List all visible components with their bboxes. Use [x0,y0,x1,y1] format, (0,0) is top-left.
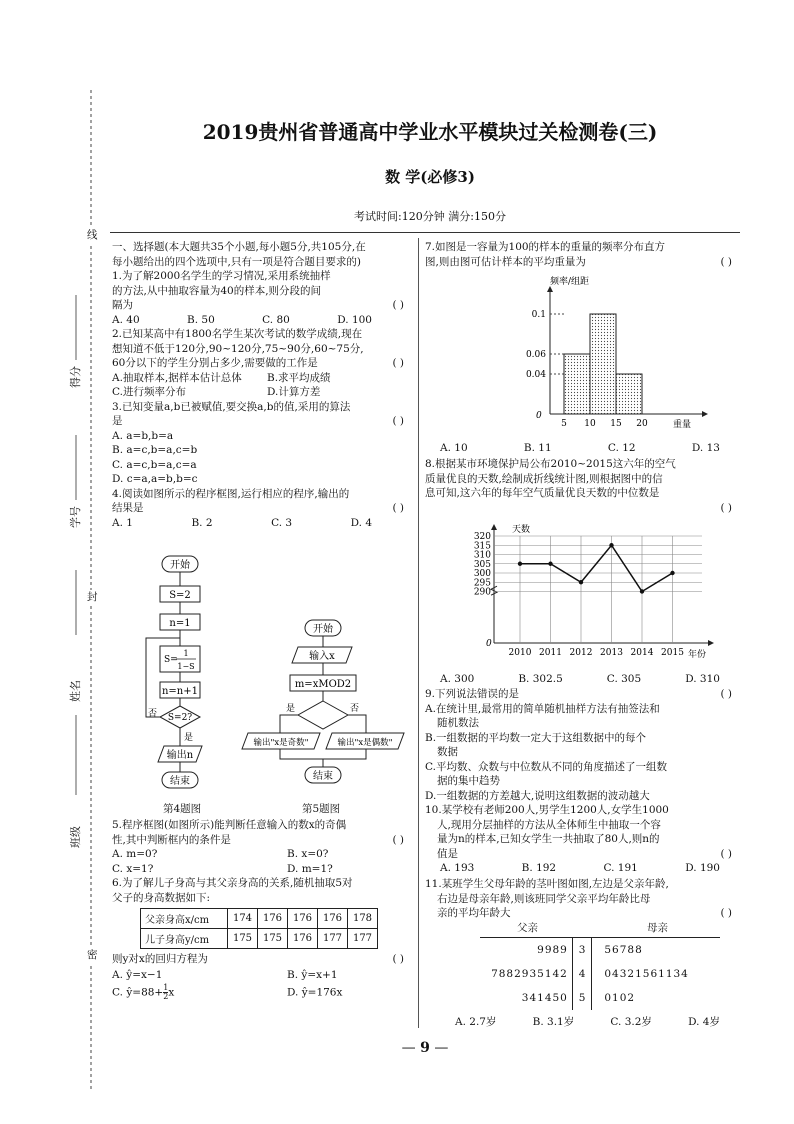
fc4-update-s-num: 1 [183,649,189,658]
fc5-caption: 第5题图 [302,803,341,815]
q11-option-c[interactable]: C. 3.2岁 [610,1016,652,1028]
fc5-decision-diamond [298,701,348,729]
fc4-increment-text: n=n+1 [161,686,199,697]
q4-answer-paren[interactable]: ( ) [392,502,404,514]
q8-options [440,672,720,687]
q11-options [455,1015,720,1030]
q1-option-b[interactable]: B. 50 [187,313,215,326]
line-chart-x-tick-label: 2014 [630,648,654,658]
q6-option-a[interactable]: A. ŷ=x−1 [112,968,163,981]
q11-line2: 右边是母亲年龄,则该班同学父亲平均年龄比母 [437,892,651,905]
fc4-init-n-text: n=1 [169,618,191,629]
stem-leaf-right: 04321561134 [604,968,689,980]
q9-option-c[interactable]: C.平均数、众数与中位数从不同的角度描述了一组数 [425,760,667,773]
line-chart-x-tick-label: 2015 [661,648,684,658]
table-row [141,909,378,929]
q1-line1: 1.为了解2000名学生的学习情况,采用系统抽样 [112,270,331,282]
q8-line3: 息可知,这六年的每年空气质量优良天数的中位数是 [425,487,660,499]
q11-line3: 亲的平均年龄大 [437,907,511,919]
line-chart-point [640,589,644,593]
histogram-ylabel: 频率/组距 [550,277,590,287]
q3-option-a[interactable]: A. a=b,b=a [112,429,174,442]
histogram-y-tick-label: 0.06 [525,350,546,360]
q9-line1: 9.下列说法错误的是 [425,688,520,700]
table-cell: 177 [348,929,378,949]
q9-answer-paren[interactable]: ( ) [720,688,732,700]
table-row [480,962,720,986]
fc5-yes-label: 是 [286,704,296,714]
line-chart-y-tick-label: 305 [473,559,491,570]
line-chart-x-tick-label: 2010 [508,648,532,658]
histogram-x-tick-label: 15 [610,419,622,429]
page-number-footer: — 9 — [401,1040,449,1056]
q9-option-a-cont: 随机数法 [437,717,479,729]
q9-option-b[interactable]: B.一组数据的平均数一定大于这组数据中的每个 [425,731,647,744]
line-chart-origin-label: 0 [486,639,492,649]
stem-leaf-stem: 3 [572,938,593,962]
q6-option-c-den: 2 [163,991,169,1001]
question-7 [425,240,740,269]
table-cell: 176 [258,909,288,929]
histogram-origin-label: 0 [536,411,542,421]
histogram-x-tick-label: 10 [584,419,596,429]
q1-option-d[interactable]: D. 100 [337,313,372,326]
margin-line-char: 线 [87,229,98,241]
q9-option-d[interactable]: D.一组数据的方差越大,说明这组数据的波动越大 [425,789,650,802]
q10-line3: 量为n的样本,已知女学生一共抽取了80人,则n的 [437,833,660,845]
left-column [112,240,412,530]
line-chart-y-tick-label: 290 [473,587,491,598]
question-5 [112,818,412,876]
table-cell: 174 [228,909,258,929]
margin-seal-char: 封 [87,591,98,603]
father-label: 父亲 [517,922,538,934]
mother-label: 母亲 [647,922,668,934]
fc5-start-text: 开始 [313,624,333,635]
q6-option-c-suffix: x [168,986,175,998]
line-chart-y-tick-label: 295 [473,578,491,589]
q11-line1: 11.某班学生父母年龄的茎叶图如图,左边是父亲年龄, [425,878,669,890]
q6-option-d[interactable]: D. ŷ=176x [287,986,343,998]
stem-leaf-stem: 4 [572,962,593,986]
q3-option-b[interactable]: B. a=c,b=a,c=b [112,444,198,456]
table-row [141,929,378,949]
q2-line1: 2.已知某高中有1800名学生某次考试的数学成绩,现在 [112,328,363,340]
histogram-chart [510,268,710,440]
q11-option-b[interactable]: B. 3.1岁 [532,1016,575,1028]
exam-title: 2019贵州省普通高中学业水平模块过关检测卷(三) [202,120,658,144]
left-column-lower [112,818,412,1001]
q8-answer-paren[interactable]: ( ) [720,501,732,514]
q6-line2: 父子的身高数据如下: [112,891,211,904]
q8-option-d[interactable]: D. 310 [685,673,720,685]
q11-option-a[interactable]: A. 2.7岁 [455,1016,497,1028]
stem-leaf-right: 56788 [604,944,643,956]
line-chart-point [518,562,522,566]
table-cell: 175 [228,929,258,949]
histogram-y-tick-label: 0.1 [531,310,546,320]
line-chart-axis-break [491,586,497,595]
section-heading-line2: 每小题给出的四个选项中,只有一项是符合题目要求的) [112,255,361,268]
table-cell: 175 [258,929,288,949]
q7-line1: 7.如图是一容量为100的样本的重量的频率分布直方 [425,241,666,253]
exam-subtitle: 数 学(必修3) [385,168,475,186]
score-label: 得分 [69,366,82,388]
fc4-caption: 第4题图 [163,803,202,815]
q5-option-c[interactable]: C. x=1? [112,862,154,875]
table-cell: 176 [318,909,348,929]
page-number: 9 [420,1040,430,1056]
question-11 [425,877,740,921]
line-chart-x-arrow [708,640,714,646]
q8-line1: 8.根据某市环境保护局公布2010~2015这六年的空气 [425,458,676,470]
column-divider [418,238,419,1028]
stem-leaf-header [480,920,720,938]
question-9 [425,687,740,803]
histogram-bar [616,374,642,414]
fc5-no-label: 否 [350,704,360,714]
question-1 [112,269,412,327]
q6-option-c[interactable] [112,984,287,1002]
q9-option-c-cont: 据的集中趋势 [437,775,500,787]
fc4-update-s-den: 1−S [177,662,195,671]
q11-option-d[interactable]: D. 4岁 [688,1016,720,1028]
question-4 [112,487,412,531]
q10-line1: 10.某学校有老师200人,男学生1200人,女学生1000 [425,804,669,816]
q2-option-c[interactable]: C.进行频率分布 [112,386,186,398]
line-chart-y-tick-label: 320 [473,532,491,542]
table-cell: 177 [318,929,348,949]
q10-option-c[interactable]: C. 191 [603,862,638,874]
q6-height-table [140,908,378,949]
q3-option-d[interactable]: D. c=a,a=b,b=c [112,473,198,485]
fc4-no-label: 否 [148,709,158,719]
class-label: 班级 [69,826,82,848]
q2-answer-paren[interactable]: ( ) [392,357,404,369]
q1-option-a[interactable]: A. 40 [112,313,140,326]
fc5-mod-text: m=xMOD2 [294,679,352,690]
line-chart-point [579,580,583,584]
student-id-label: 学号 [69,506,82,528]
q7-option-b[interactable]: B. 11 [523,442,552,454]
fc5-output-odd-text: 输出"x是奇数" [253,738,309,748]
q8-option-b[interactable]: B. 302.5 [518,673,563,685]
fc4-init-s-text: S=2 [169,590,191,601]
table-row [480,938,720,962]
q1-line2: 的方法,从中抽取容量为40的样本,则分段的间 [112,284,322,297]
q10-option-a[interactable]: A. 193 [440,862,475,874]
question-2 [112,327,412,400]
stem-leaf-plot [480,920,720,1010]
fc5-end-text: 结束 [313,771,333,782]
q6-option-b[interactable]: B. ŷ=x+1 [287,968,338,981]
q4-option-d[interactable]: D. 4 [350,516,372,529]
table-cell: 176 [288,909,318,929]
q6-line1: 6.为了解儿子身高与其父亲身高的关系,随机抽取5对 [112,877,353,889]
q4-option-b[interactable]: B. 2 [191,516,213,529]
q10-line2: 人,现用分层抽样的方法从全体师生中抽取一个容 [437,818,661,831]
histogram-bar [590,314,616,414]
q7-options [440,441,720,456]
q5-option-a[interactable]: A. m=0? [112,848,158,860]
q8-option-c[interactable]: C. 305 [606,673,642,685]
q5-option-b[interactable]: B. x=0? [287,848,329,860]
line-chart-y-tick-label: 310 [473,550,491,561]
line-chart-y-tick-label: 300 [473,569,491,579]
line-chart-series-line [520,545,673,591]
fc4-yes-label: 是 [184,733,194,743]
q4-option-a[interactable]: A. 1 [112,516,133,529]
fc5-input-text: 输入x [309,651,335,662]
line-chart-ylabel: 天数 [512,525,531,535]
q5-line1: 5.程序框图(如图所示)能判断任意输入的数x的奇偶 [112,819,347,831]
table-cell: 178 [348,909,378,929]
table-cell: 176 [288,929,318,949]
q5-answer-paren[interactable]: ( ) [392,833,404,846]
q8-option-a[interactable]: A. 300 [440,673,475,685]
line-chart-point [548,562,552,566]
q6-son-label: 儿子身高y/cm [141,929,228,949]
q7-option-d[interactable]: D. 13 [691,442,720,454]
histogram-x-arrow [702,411,708,417]
stem-leaf-left: 7882935142 [491,968,568,980]
q9-option-a[interactable]: A.在统计里,最常用的简单随机抽样方法有抽签法和 [425,702,660,715]
flowchart-q5 [240,615,405,795]
stem-leaf-left: 9989 [537,944,568,956]
stem-leaf-right: 0102 [604,992,636,1004]
q7-line2: 图,则由图可估计样本的平均重量为 [425,255,586,268]
q2-option-d[interactable]: D.计算方差 [267,386,321,398]
q1-line3: 隔为 [112,299,133,311]
fc4-output-text: 输出n [166,750,194,761]
q3-option-c[interactable]: C. a=c,b=a,c=a [112,458,197,471]
q10-option-d[interactable]: D. 190 [685,862,720,874]
q11-answer-paren[interactable]: ( ) [720,907,732,919]
q6-answer-paren[interactable]: ( ) [392,953,404,965]
q3-line2: 是 [112,415,123,427]
question-10 [425,803,740,876]
fc5-output-even-text: 输出"x是偶数" [337,738,393,748]
histogram-xlabel: 重量 [673,420,692,430]
margin-secret-char: 密 [87,949,98,961]
exam-info: 考试时间:120分钟 满分:150分 [354,210,506,223]
name-label: 姓名 [69,680,82,702]
q1-option-c[interactable]: C. 80 [262,313,290,326]
histogram-y-tick-label: 0.04 [525,370,546,380]
q6-line3: 则y对x的回归方程为 [112,953,208,965]
fc4-decision-text: S=2? [167,713,193,723]
histogram-x-tick-label: 5 [561,419,567,429]
line-chart-y-tick-label: 315 [473,541,491,552]
q2-line3: 60分以下的学生分别占多少,需要做的工作是 [112,357,318,369]
stem-leaf-left: 341450 [521,992,568,1004]
question-3 [112,400,412,487]
line-chart-x-tick-label: 2011 [539,648,562,658]
histogram-x-tick-label: 20 [636,419,648,429]
q2-option-a[interactable]: A.抽取样本,据样本估计总体 [112,371,242,384]
histogram-bar [564,354,590,414]
q4-option-c[interactable]: C. 3 [271,516,293,529]
q7-option-a[interactable]: A. 10 [440,442,468,454]
section-heading-line1: 一、选择题(本大题共35个小题,每小题5分,共105分,在 [112,241,366,253]
line-chart-x-tick-label: 2013 [600,648,623,658]
q4-line1: 4.阅读如图所示的程序框图,运行相应的程序,输出的 [112,487,350,500]
q2-line2: 想知道不低于120分,90~120分,75~90分,60~75分, [112,342,364,355]
q10-answer-paren[interactable]: ( ) [720,847,732,860]
q8-line2: 质量优良的天数,绘制成折线统计图,则根据图中的信 [425,472,663,485]
q3-line1: 3.已知变量a,b已被赋值,要交换a,b的值,采用的算法 [112,400,351,413]
q1-answer-paren[interactable]: ( ) [392,299,404,311]
question-6 [112,876,412,1001]
line-chart [470,520,720,665]
line-chart-point [670,571,674,575]
line-chart-y-arrow [491,524,497,530]
line-chart-point [609,543,613,547]
q9-option-b-cont: 数据 [437,746,458,758]
fc4-end-text: 结束 [170,776,190,787]
fc4-update-s-lhs: S= [164,655,178,665]
table-row [480,986,720,1010]
line-chart-xlabel: 年份 [688,650,707,660]
q6-option-c-prefix: C. ŷ=88+ [112,986,164,998]
q2-option-b[interactable]: B.求平均成绩 [267,371,331,384]
q4-line2: 结果是 [112,502,144,514]
q3-answer-paren[interactable]: ( ) [392,415,404,427]
q6-father-label: 父亲身高x/cm [141,909,228,929]
q5-line2: 性,其中判断框内的条件是 [112,833,231,846]
q7-answer-paren[interactable]: ( ) [720,255,732,268]
q10-option-b[interactable]: B. 192 [521,862,557,874]
stem-leaf-stem: 5 [572,986,593,1010]
q10-line4: 值是 [437,847,458,860]
line-chart-x-tick-label: 2012 [569,648,593,658]
q5-option-d[interactable]: D. m=1? [287,862,333,875]
header-rule [110,232,740,233]
question-8 [425,457,740,515]
q7-option-c[interactable]: C. 12 [607,442,636,454]
q6-option-c-num: 1 [163,982,169,992]
fc4-start-text: 开始 [170,560,190,571]
